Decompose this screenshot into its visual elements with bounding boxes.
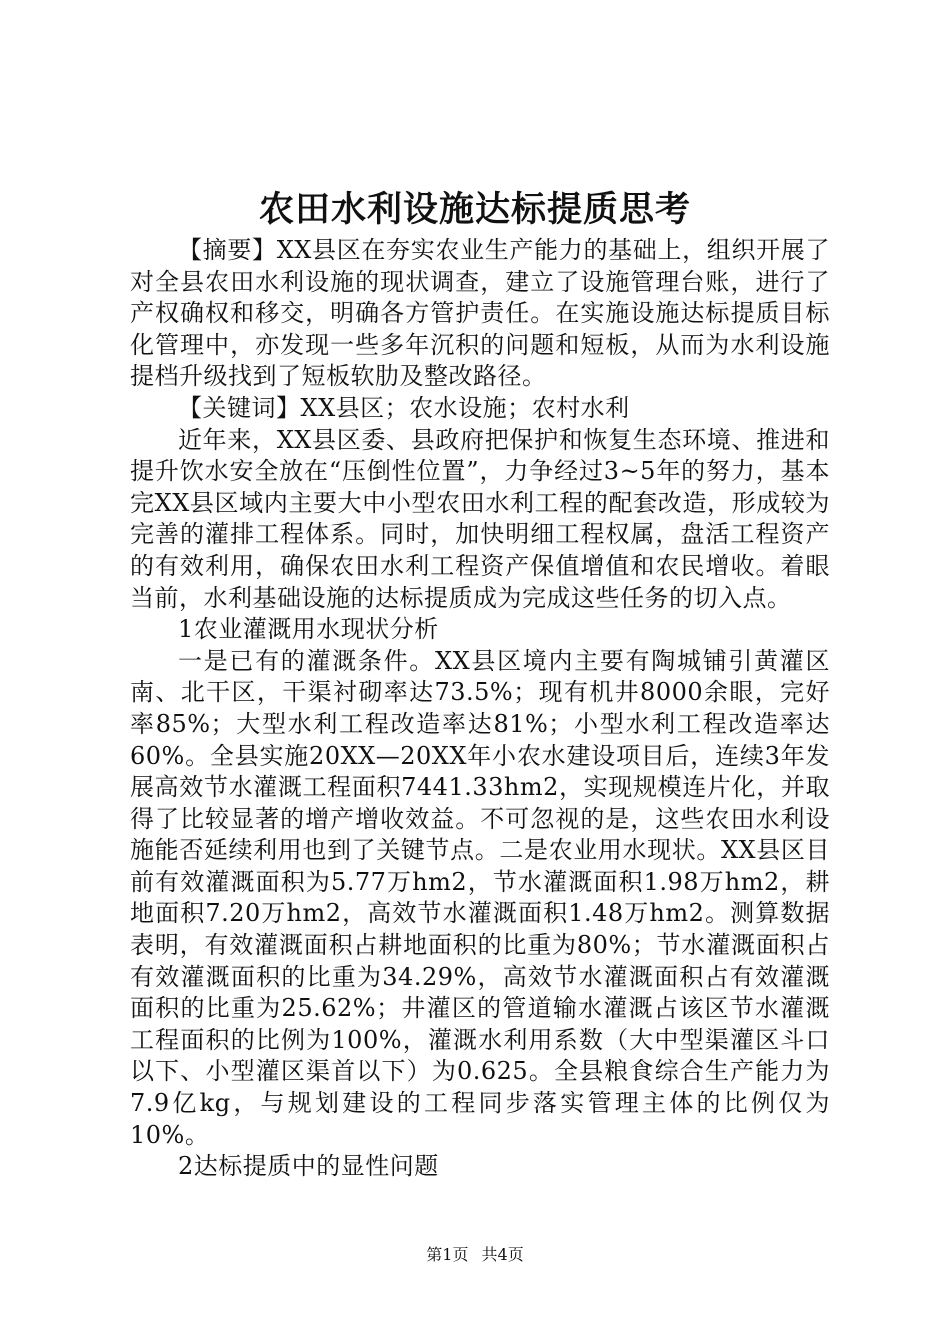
keywords-paragraph: 【关键词】XX县区；农水设施；农村水利 (178, 393, 630, 422)
document-title: 农田水利设施达标提质思考 (258, 189, 691, 230)
page-total: 共4页 (481, 1245, 524, 1264)
document-body (130, 235, 830, 1183)
section-1-paragraph: 一是已有的灌溉条件。XX县区境内主要有陶城铺引黄灌区南、北干区，干渠衬砌率达73.5%；现有机井8000余眼，完好率85%；大型水利工程改造率达81%；小型水利工程改造率达60%。全县实施20XX—20XX年小农水建设项目后，连续3年发展高效节水灌溉工程面积7441.33hm2，实现规模连片化，并取得了比较显著的增产增收效益。不可忽视的是，这些农田水利设施能否延续利用也到了关键节点。二是农业用水现状。XX县区目前有效灌溉面积为5.77万hm2，节水灌溉面积1.98万hm2，耕地面积7.20万hm2，高效节水灌溉面积1.48万hm2。测算数据表明，有效灌溉面积占耕地面积的比重为80%；节水灌溉面积占有效灌溉面积的比重为34.29%，高效节水灌溉面积占有效灌溉面积的比重为25.62%；井灌区的管道输水灌溉占该区节水灌溉工程面积的比例为100%，灌溉水利用系数（大中型渠灌区斗口以下、小型灌区渠首以下）为0.625。全县粮食综合生产能力为7.9亿kg，与规划建设的工程同步落实管理主体的比例仅为10%。 (130, 646, 830, 1149)
section-heading-2: 2达标提质中的显性问题 (178, 1152, 439, 1181)
section-heading-1: 1农业灌溉用水现状分析 (178, 615, 439, 644)
abstract-paragraph: 【摘要】XX县区在夯实农业生产能力的基础上，组织开展了对全县农田水利设施的现状调查，建立了设施管理台账，进行了产权确权和移交，明确各方管护责任。在实施设施达标提质目标化管理中，亦发现一些多年沉积的问题和短板，从而为水利设施提档升级找到了短板软肋及整改路径。 (130, 236, 830, 391)
intro-paragraph: 近年来，XX县区委、县政府把保护和恢复生态环境、推进和提升饮水安全放在“压倒性位置”，力争经过3~5年的努力，基本完XX县区域内主要大中小型农田水利工程的配套改造，形成较为完善的灌排工程体系。同时，加快明细工程权属，盘活工程资产的有效利用，确保农田水利工程资产保值增值和农民增收。着眼当前，水利基础设施的达标提质成为完成这些任务的切入点。 (130, 425, 830, 612)
page-number: 第1页 (426, 1245, 469, 1264)
page-footer (0, 1243, 950, 1267)
